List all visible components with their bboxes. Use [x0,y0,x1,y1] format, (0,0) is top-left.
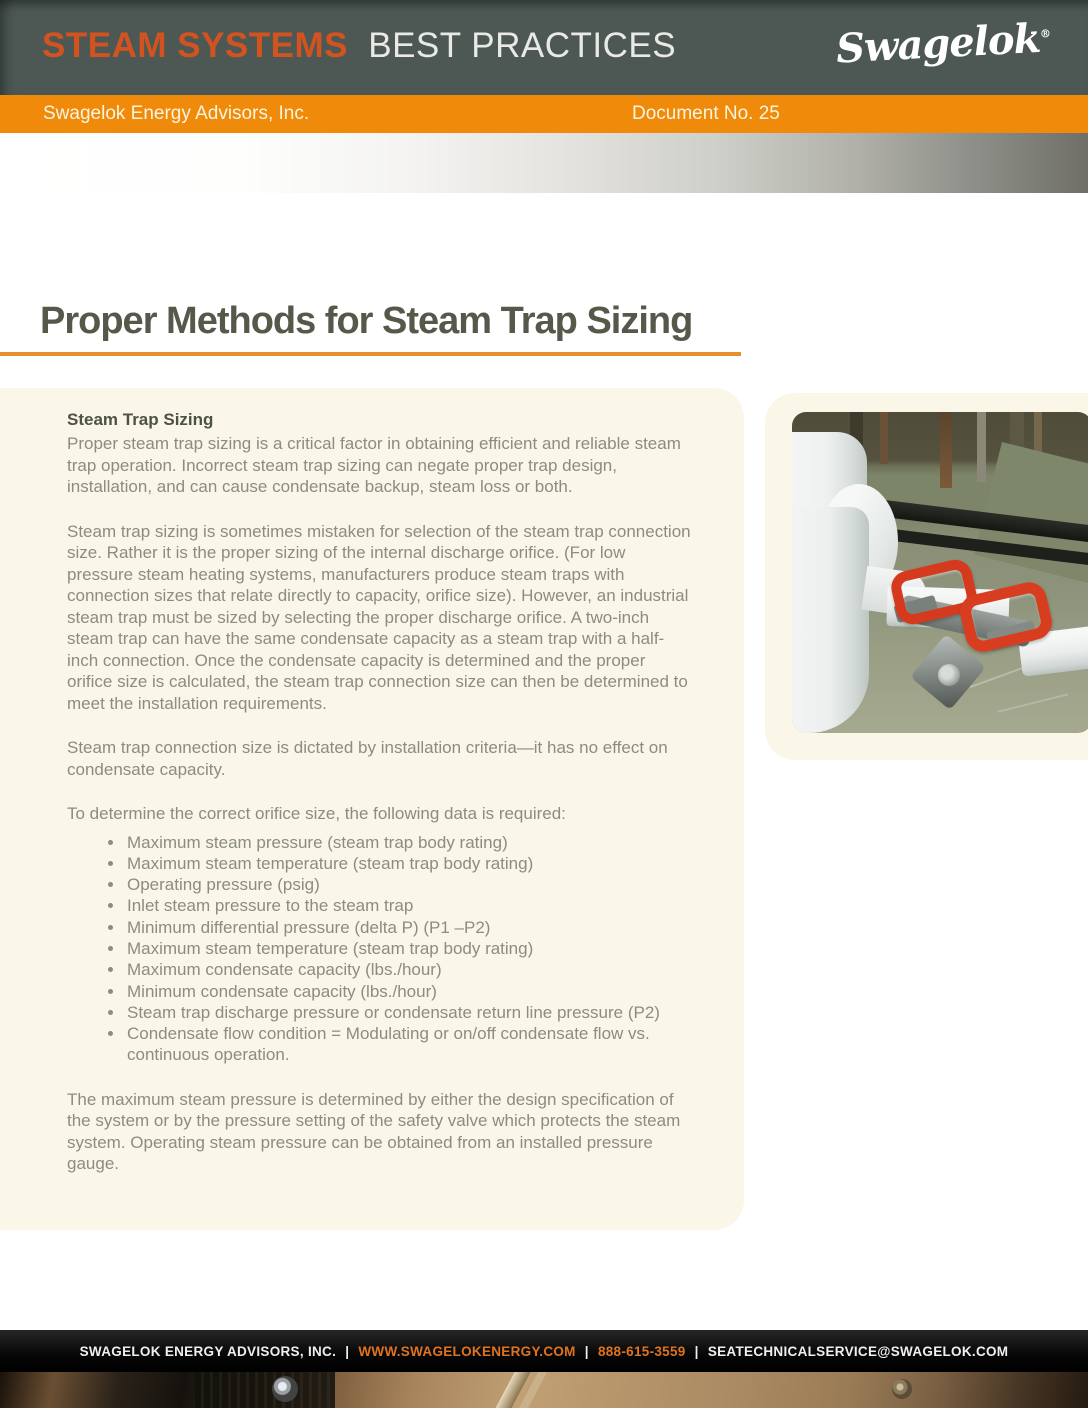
list-item: • Minimum condensate capacity (lbs./hour) [125,981,694,1002]
section-heading: Steam Trap Sizing [67,410,214,429]
masthead [0,0,1088,95]
footer-separator: | [584,1343,589,1359]
footer-separator: | [345,1343,350,1359]
document-number: Document No. 25 [632,103,780,124]
masthead-title-primary: STEAM SYSTEMS [42,26,348,65]
footer-website-link[interactable]: WWW.SWAGELOKENERGY.COM [358,1343,576,1359]
photo-floor-scratch [998,693,1068,712]
page-title: Proper Methods for Steam Trap Sizing [40,300,693,342]
footer-contact-line [80,1344,1009,1359]
title-underline-rule [0,352,741,356]
list-item: • Operating pressure (psig) [125,874,694,895]
paragraph: Steam trap sizing is sometimes mistaken for selection of the steam trap connection size. Rather it is the proper sizing of the internal discharge orifice. (For low pressure steam heating systems, manufacturers produce steam traps with connection sizes that relate directly to capacity, orifice size). However, an industrial steam trap must be sized by selecting the proper discharge orifice. A two-inch steam trap can have the same condensate capacity as a steam trap with a half-inch connection. Once the condensate capacity is determined and the proper orifice size is calculated, the steam trap connection size can then be determined to meet the installation requirements. [67,521,691,713]
list-item: • Condensate flow condition = Modulating or on/off condensate flow vs. continuous operation. [125,1023,694,1066]
photo-vertical-pipe [880,412,888,464]
list-item: • Maximum steam pressure (steam trap body rating) [125,832,694,853]
company-name: Swagelok Energy Advisors, Inc. [43,103,310,124]
list-item: • Inlet steam pressure to the steam trap [125,895,694,916]
list-item: • Steam trap discharge pressure or condensate return line pressure (P2) [125,1002,694,1023]
photo-vertical-pipe [940,412,952,488]
footer-separator: | [694,1343,699,1359]
strip-gauge-icon [272,1376,298,1402]
list-item: • Minimum differential pressure (delta P) (P1 –P2) [125,917,694,938]
footer-phone-link[interactable]: 888-615-3559 [597,1343,686,1359]
list-item: • Maximum steam temperature (steam trap body rating) [125,853,694,874]
paragraph: The maximum steam pressure is determined by either the design specification of the system or by the pressure setting of the safety valve which protects the steam system. Operating steam pressure can be obtained from an installed pressure gauge. [67,1089,681,1174]
list-item: • Maximum condensate capacity (lbs./hour) [125,959,694,980]
list-intro-paragraph: To determine the correct orifice size, the following data is required: [67,804,566,823]
content-panel [0,388,744,1230]
masthead-title-secondary: BEST PRACTICES [368,26,677,65]
strip-grille-detail [195,1372,335,1408]
swagelok-logo-text: Swagelok [834,14,1042,73]
paragraph: Steam trap connection size is dictated by installation criteria—it has no effect on condensate capacity. [67,738,668,779]
steam-trap-photo [792,412,1088,733]
required-data-list [67,832,694,1066]
masthead-title [42,26,676,66]
swagelok-logo [835,14,1051,72]
bottom-photo-strip [0,1372,1088,1408]
strip-gauge-icon [892,1379,912,1399]
registered-trademark-symbol: ® [1039,27,1050,41]
footer-email-link[interactable]: SEATECHNICALSERVICE@SWAGELOK.COM [707,1343,1009,1359]
subheader-bar [0,95,1088,133]
photo-steam-trap-cap [938,664,960,686]
gradient-divider-band [0,133,1088,193]
photo-white-vessel [792,507,869,733]
footer-company: SWAGELOK ENERGY ADVISORS, INC. [79,1343,337,1359]
photo-vertical-pipe [977,412,986,482]
paragraph: Proper steam trap sizing is a critical factor in obtaining efficient and reliable steam trap operation. Incorrect steam trap sizing can negate proper trap design, installation, and can cause condensate backup, steam loss or both. [67,434,681,496]
list-item: • Maximum steam temperature (steam trap body rating) [125,938,694,959]
article-body [0,388,744,1175]
footer-bar [0,1330,1088,1372]
